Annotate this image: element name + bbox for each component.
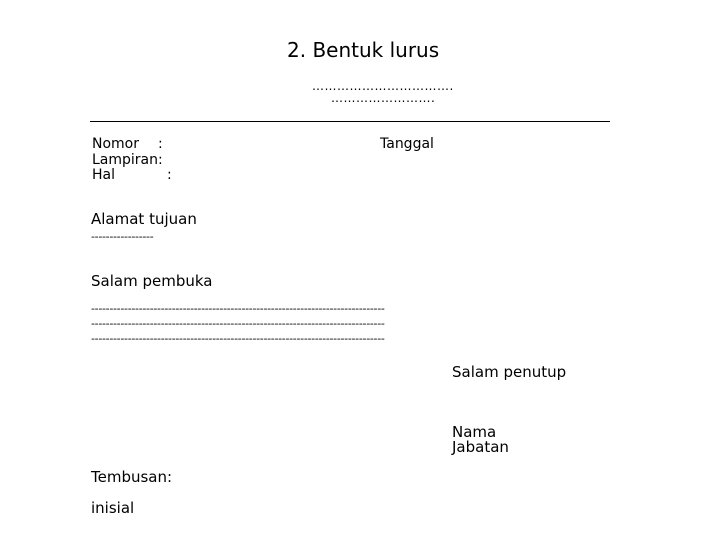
nomor-label: Nomor (92, 136, 139, 152)
tembusan-label: Tembusan: (91, 468, 173, 486)
alamat-tujuan-label: Alamat tujuan (91, 210, 197, 228)
lampiran-label: Lampiran (92, 152, 159, 168)
address-dots-line-1: ……………………………. (312, 79, 454, 93)
lampiran-colon: : (158, 152, 163, 168)
nama-label: Nama (452, 423, 497, 441)
header-divider (90, 121, 610, 122)
hal-label: Hal (92, 167, 115, 183)
hal-colon: : (167, 167, 172, 183)
salam-penutup-label: Salam penutup (452, 363, 567, 381)
body-dash-line-1: -------------------------------------------------------------------------------- (91, 302, 385, 315)
alamat-dashes: ----------------- (91, 230, 154, 243)
address-dots-line-2: ……………………. (331, 91, 436, 105)
body-dash-line-3: -------------------------------------------------------------------------------- (91, 332, 385, 345)
page-title: 2. Bentuk lurus (287, 38, 440, 62)
body-dash-line-2: -------------------------------------------------------------------------------- (91, 317, 385, 330)
tanggal-label: Tanggal (380, 136, 434, 152)
salam-pembuka-label: Salam pembuka (91, 272, 213, 290)
jabatan-label: Jabatan (452, 438, 509, 456)
inisial-label: inisial (91, 499, 135, 517)
nomor-colon: : (158, 136, 163, 152)
